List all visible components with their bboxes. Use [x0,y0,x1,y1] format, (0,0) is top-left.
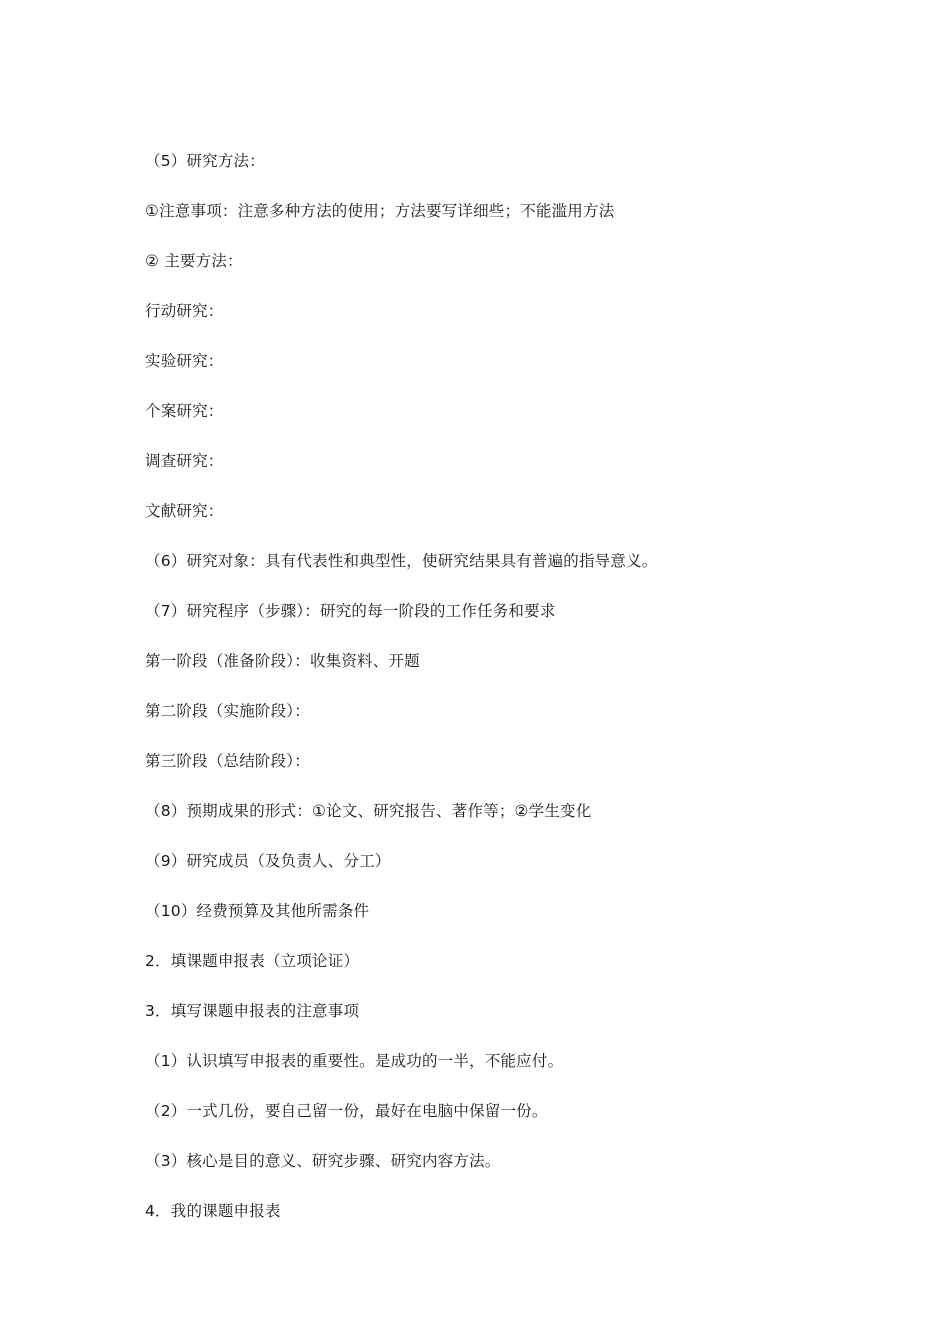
note-core: （3）核心是目的意义、研究步骤、研究内容方法。 [145,1152,501,1170]
method-experimental-research: 实验研究： [145,352,224,370]
note-importance: （1）认识填写申报表的重要性。是成功的一半，不能应付。 [145,1052,564,1070]
heading-research-subjects: （6）研究对象：具有代表性和典型性，使研究结果具有普遍的指导意义。 [145,552,658,570]
heading-research-members: （9）研究成员（及负责人、分工） [145,852,391,870]
heading-research-procedure: （7）研究程序（步骤）：研究的每一阶段的工作任务和要求 [145,602,556,620]
stage-one: 第一阶段（准备阶段）：收集资料、开题 [145,652,420,670]
section-my-application: 4．我的课题申报表 [145,1202,281,1220]
method-literature-research: 文献研究： [145,502,224,520]
section-application-notes: 3．填写课题申报表的注意事项 [145,1002,360,1020]
heading-research-methods: （5）研究方法： [145,152,265,170]
method-case-study: 个案研究： [145,402,224,420]
method-survey-research: 调查研究： [145,452,224,470]
heading-expected-outcomes: （8）预期成果的形式：①论文、研究报告、著作等；②学生变化 [145,802,592,820]
method-action-research: 行动研究： [145,302,224,320]
stage-three: 第三阶段（总结阶段）： [145,752,310,770]
stage-two: 第二阶段（实施阶段）： [145,702,310,720]
document-body [145,146,845,1246]
methods-notes: ①注意事项：注意多种方法的使用；方法要写详细些；不能滥用方法 [145,202,615,220]
heading-budget: （10）经费预算及其他所需条件 [145,902,370,920]
note-copies: （2）一式几份，要自己留一份，最好在电脑中保留一份。 [145,1102,548,1120]
section-fill-application: 2．填课题申报表（立项论证） [145,952,360,970]
main-methods-label: ② 主要方法： [145,252,243,270]
